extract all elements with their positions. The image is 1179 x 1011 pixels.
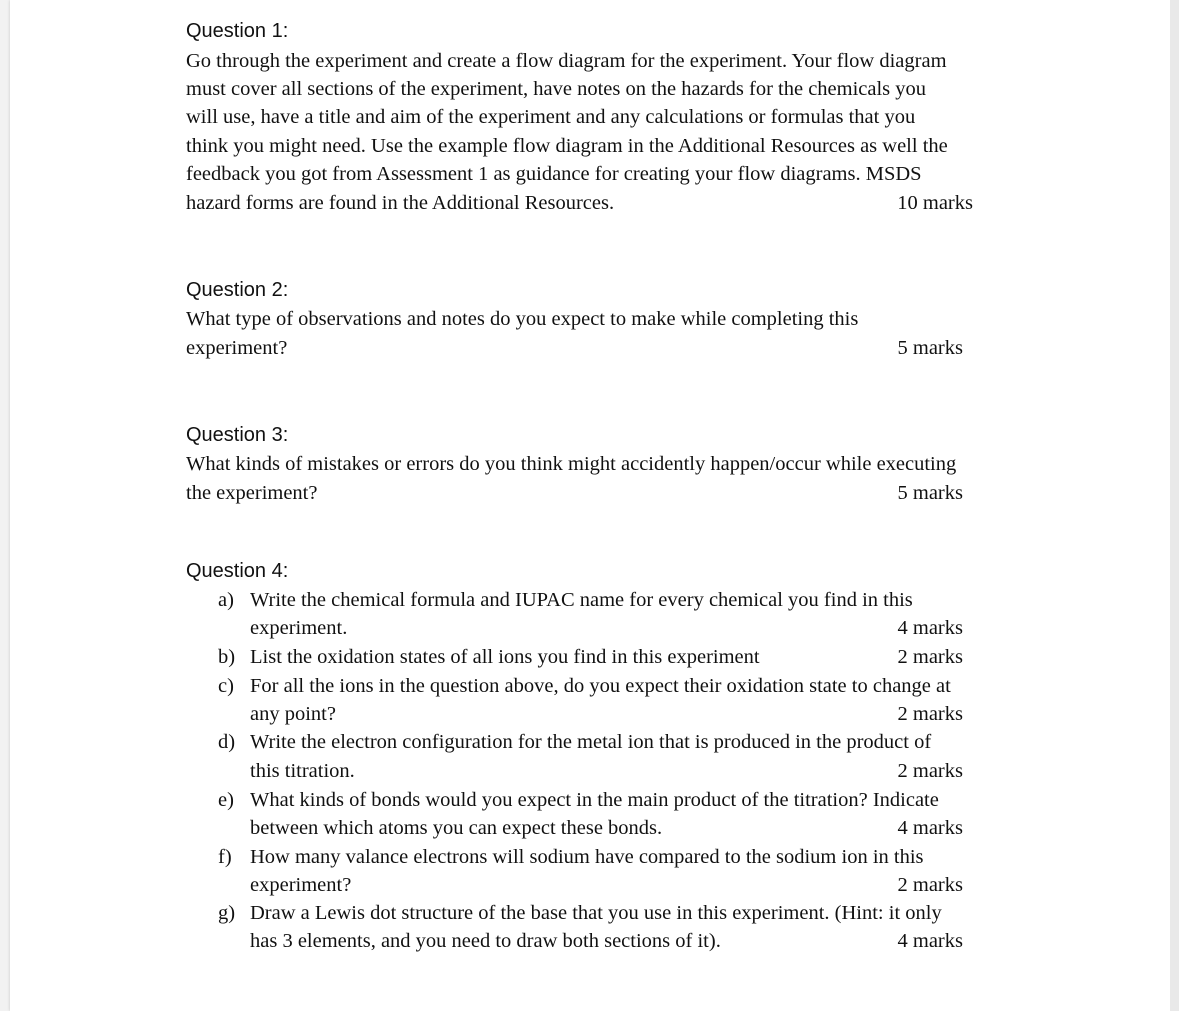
question-4g-letter: g) (218, 902, 236, 924)
question-4e-text: What kinds of bonds would you expect in the main product of the titration? Indicate (250, 789, 939, 811)
question-2-text: experiment? (186, 337, 288, 359)
question-3-heading: Question 3: (186, 424, 289, 446)
question-4c-marks: 2 marks (897, 703, 963, 725)
question-3-text: What kinds of mistakes or errors do you think might accidently happen/occur while executing (186, 453, 957, 475)
question-4b-marks: 2 marks (897, 646, 963, 668)
question-4g-marks: 4 marks (897, 930, 963, 952)
question-4d-text: this titration. (250, 760, 355, 782)
question-1-text: think you might need. Use the example flow diagram in the Additional Resources as well the (186, 135, 948, 157)
question-4d-letter: d) (218, 731, 236, 753)
question-3-text: the experiment? (186, 482, 318, 504)
question-4c-text: any point? (250, 703, 336, 725)
question-4c-text: For all the ions in the question above, do you expect their oxidation state to change at (250, 675, 951, 697)
question-1-heading: Question 1: (186, 20, 289, 42)
question-4b-letter: b) (218, 646, 236, 668)
question-4c-letter: c) (218, 675, 234, 697)
question-1-marks: 10 marks (897, 192, 973, 214)
question-4g-text: has 3 elements, and you need to draw both sections of it). (250, 930, 721, 952)
question-4e-marks: 4 marks (897, 817, 963, 839)
question-4e-text: between which atoms you can expect these bonds. (250, 817, 663, 839)
question-4f-letter: f) (218, 846, 232, 868)
question-4f-text: How many valance electrons will sodium have compared to the sodium ion in this (250, 846, 924, 868)
question-4g-text: Draw a Lewis dot structure of the base that you use in this experiment. (Hint: it only (250, 902, 942, 924)
question-4b-text: List the oxidation states of all ions you find in this experiment (250, 646, 760, 668)
question-1-text: Go through the experiment and create a flow diagram for the experiment. Your flow diagram (186, 50, 947, 72)
question-1-text: must cover all sections of the experiment, have notes on the hazards for the chemicals you (186, 78, 927, 100)
question-2-heading: Question 2: (186, 279, 289, 301)
question-4a-marks: 4 marks (897, 617, 963, 639)
question-1-text: will use, have a title and aim of the experiment and any calculations or formulas that you (186, 106, 916, 128)
question-4-heading: Question 4: (186, 560, 289, 582)
question-4d-marks: 2 marks (897, 760, 963, 782)
question-4f-marks: 2 marks (897, 874, 963, 896)
question-2-marks: 5 marks (897, 337, 963, 359)
question-4e-letter: e) (218, 789, 234, 811)
question-4d-text: Write the electron configuration for the metal ion that is produced in the product of (250, 731, 932, 753)
page-edge (1170, 0, 1179, 1011)
question-4a-letter: a) (218, 589, 234, 611)
question-2-text: What type of observations and notes do you expect to make while completing this (186, 308, 859, 330)
question-4f-text: experiment? (250, 874, 352, 896)
question-1-text: feedback you got from Assessment 1 as guidance for creating your flow diagrams. MSDS (186, 163, 922, 185)
question-3-marks: 5 marks (897, 482, 963, 504)
question-4a-text: experiment. (250, 617, 348, 639)
question-4a-text: Write the chemical formula and IUPAC name for every chemical you find in this (250, 589, 913, 611)
question-1-text: hazard forms are found in the Additional Resources. (186, 192, 615, 214)
